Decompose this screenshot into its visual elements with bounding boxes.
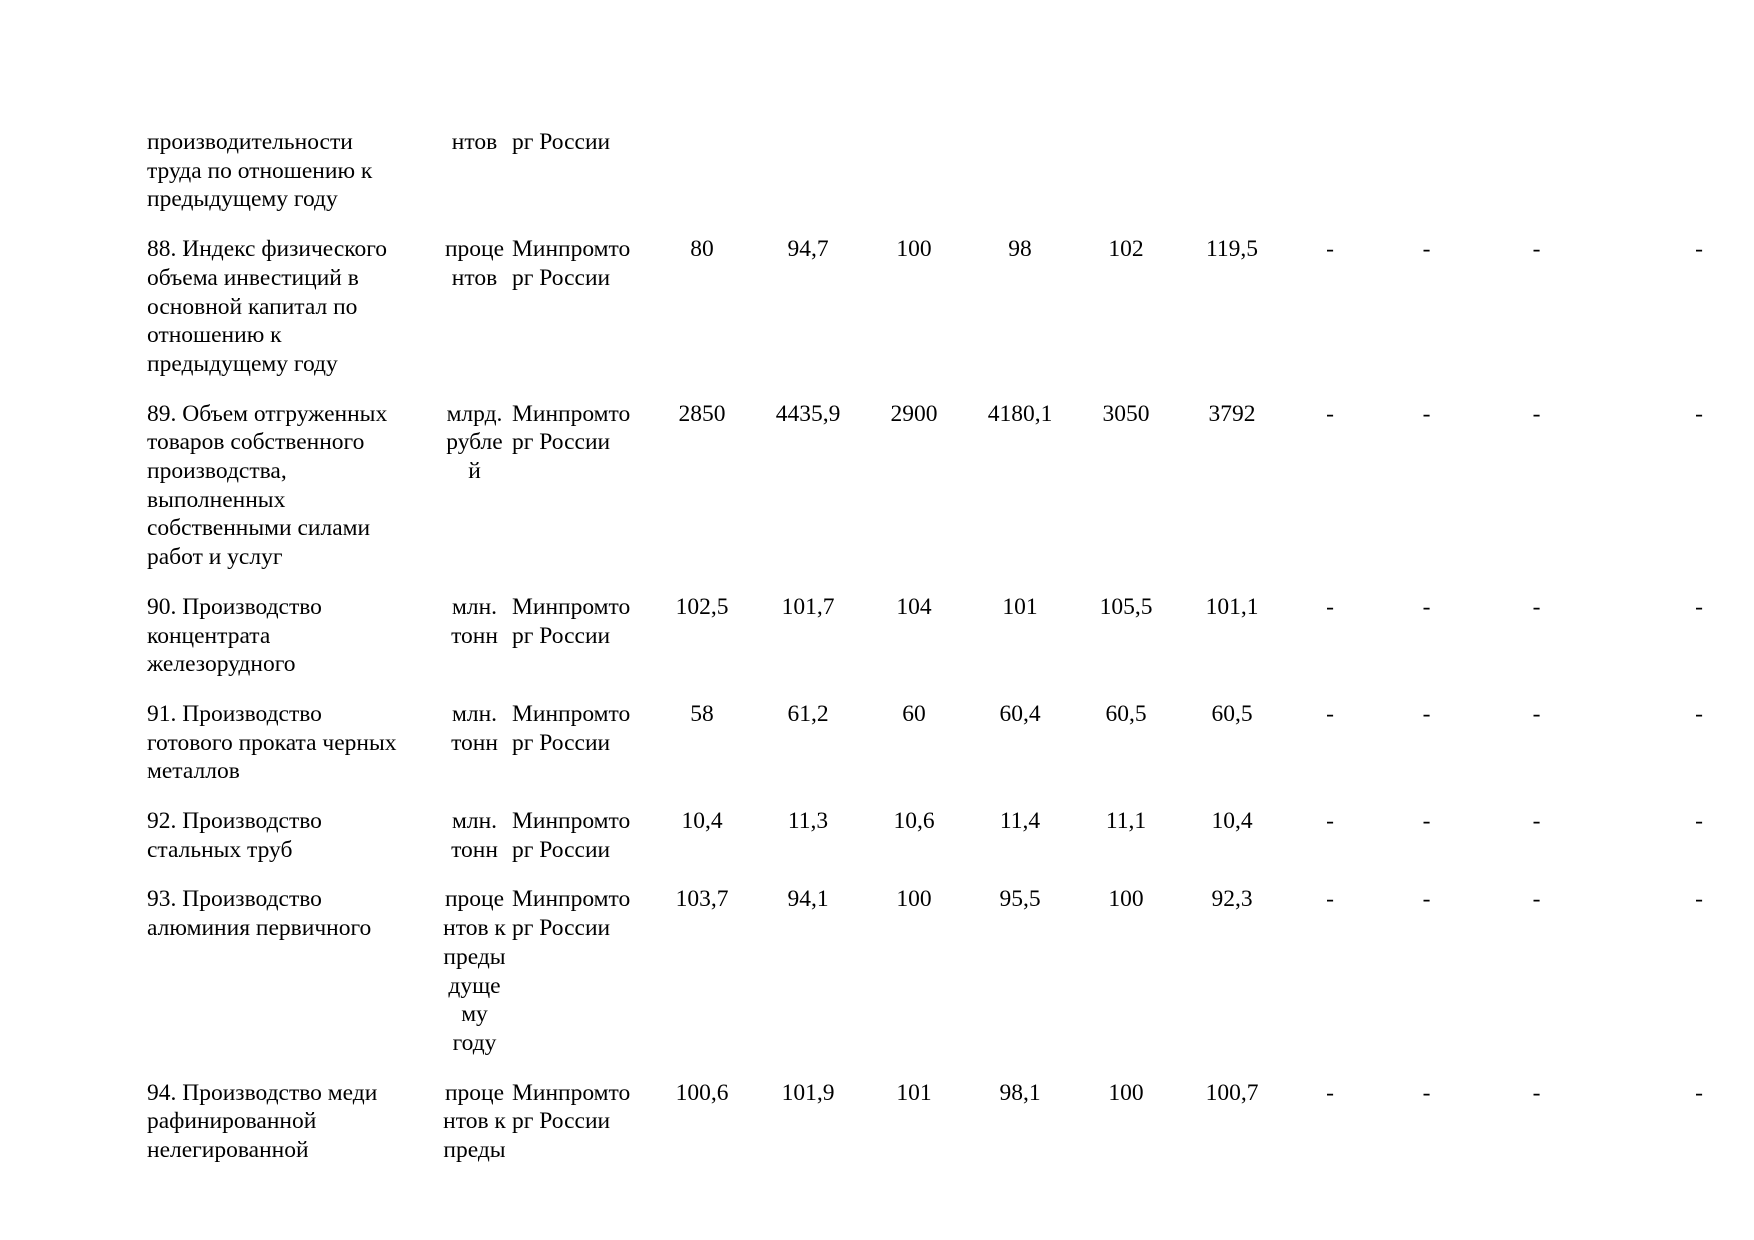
indicator-name-cell: 93. Производство алюминия первичного <box>147 886 372 942</box>
dash-cell: - <box>1695 1079 1703 1106</box>
row-spacer <box>147 1058 1703 1079</box>
value-cell <box>861 128 967 214</box>
dash-cell: - <box>1422 1079 1431 1106</box>
value-cell <box>1073 128 1179 214</box>
value-cell: 94,1 <box>787 886 829 913</box>
value-cell <box>755 128 861 214</box>
indicators-table-body <box>147 128 1703 1165</box>
dash-cell: - <box>1326 593 1334 620</box>
value-cell: 119,5 <box>1205 236 1258 263</box>
value-cell <box>649 128 755 214</box>
value-cell: 2900 <box>890 400 938 427</box>
dash-cell <box>1595 128 1703 214</box>
dash-cell <box>1285 128 1375 214</box>
row-spacer-cell <box>147 214 1703 235</box>
value-cell: 60,4 <box>999 700 1041 727</box>
value-cell: 11,4 <box>999 808 1041 835</box>
dash-cell: - <box>1532 808 1541 835</box>
row-spacer <box>147 214 1703 235</box>
value-cell: 4180,1 <box>987 400 1053 427</box>
dash-cell: - <box>1532 700 1541 727</box>
table-row <box>147 807 1703 864</box>
value-cell: 3792 <box>1208 400 1256 427</box>
dash-cell: - <box>1532 886 1541 913</box>
dash-cell: - <box>1326 886 1334 913</box>
value-cell: 100 <box>1108 1079 1144 1106</box>
dash-cell: - <box>1326 236 1334 263</box>
table-row <box>147 400 1703 572</box>
value-cell: 3050 <box>1102 400 1150 427</box>
responsible-cell: Минпромто рг России <box>512 236 631 291</box>
indicator-name-cell: 91. Производство готового проката черных металлов <box>147 700 397 785</box>
indicator-name-cell: 94. Производство меди рафинированной нелегированной <box>147 1079 378 1164</box>
dash-cell: - <box>1422 886 1431 913</box>
unit-cell: млрд. рубле й <box>446 400 503 485</box>
dash-cell: - <box>1422 236 1431 263</box>
value-cell: 60,5 <box>1211 700 1253 727</box>
dash-cell: - <box>1422 593 1431 620</box>
row-spacer-cell <box>147 786 1703 807</box>
dash-cell <box>1478 128 1595 214</box>
dash-cell: - <box>1532 236 1541 263</box>
dash-cell: - <box>1326 400 1334 427</box>
responsible-cell: Минпромто рг России <box>512 700 631 756</box>
value-cell: 10,4 <box>1211 808 1253 835</box>
dash-cell: - <box>1532 1079 1541 1106</box>
unit-cell: нтов <box>451 129 498 155</box>
value-cell: 98 <box>1008 236 1032 263</box>
value-cell: 101,7 <box>781 593 835 620</box>
dash-cell: - <box>1695 400 1703 427</box>
responsible-cell: Минпромто рг России <box>512 886 631 942</box>
value-cell: 60 <box>902 700 926 727</box>
responsible-cell: рг России <box>512 129 611 155</box>
dash-cell: - <box>1326 700 1334 727</box>
dash-cell <box>1375 128 1478 214</box>
value-cell: 92,3 <box>1211 886 1253 913</box>
row-spacer <box>147 572 1703 593</box>
value-cell: 101 <box>896 1079 932 1106</box>
indicator-name-cell: производительности труда по отношению к предыдущему году <box>147 129 373 213</box>
dash-cell: - <box>1695 700 1703 727</box>
table-row <box>147 235 1703 379</box>
value-cell: 2850 <box>678 400 726 427</box>
table-row <box>147 1079 1703 1165</box>
value-cell: 100 <box>1108 886 1144 913</box>
row-spacer <box>147 864 1703 885</box>
unit-cell: млн. тонн <box>451 700 498 756</box>
unit-cell: проце нтов <box>444 236 505 291</box>
value-cell: 10,4 <box>681 808 723 835</box>
value-cell: 11,3 <box>787 808 829 835</box>
responsible-cell: Минпромто рг России <box>512 400 631 456</box>
dash-cell: - <box>1422 808 1431 835</box>
value-cell: 102,5 <box>675 593 729 620</box>
value-cell: 100,6 <box>675 1079 729 1106</box>
value-cell: 100 <box>896 236 932 263</box>
dash-cell: - <box>1695 593 1703 620</box>
value-cell: 100 <box>896 886 932 913</box>
value-cell: 95,5 <box>999 886 1041 913</box>
dash-cell: - <box>1532 400 1541 427</box>
dash-cell: - <box>1532 593 1541 620</box>
value-cell: 61,2 <box>787 700 829 727</box>
unit-cell: млн. тонн <box>451 593 498 649</box>
value-cell: 101,1 <box>1205 593 1259 620</box>
table-row <box>147 700 1703 786</box>
row-spacer-cell <box>147 379 1703 400</box>
table-row <box>147 885 1703 1057</box>
row-spacer-cell <box>147 572 1703 593</box>
dash-cell: - <box>1422 700 1431 727</box>
dash-cell: - <box>1695 808 1703 835</box>
dash-cell: - <box>1695 236 1703 263</box>
responsible-cell: Минпромто рг России <box>512 1079 631 1135</box>
value-cell <box>967 128 1073 214</box>
dash-cell: - <box>1326 1079 1334 1106</box>
value-cell: 11,1 <box>1105 808 1147 835</box>
responsible-cell: Минпромто рг России <box>512 808 631 863</box>
row-spacer <box>147 786 1703 807</box>
unit-cell: проце нтов к преды дуще му году <box>443 886 506 1056</box>
row-spacer-cell <box>147 864 1703 885</box>
value-cell: 58 <box>690 700 714 727</box>
value-cell: 104 <box>896 593 932 620</box>
row-spacer-cell <box>147 679 1703 700</box>
value-cell: 101 <box>1002 593 1038 620</box>
indicator-name-cell: 88. Индекс физического объема инвестиций в основной капитал по отношению к предыдущему году <box>147 236 388 377</box>
indicators-table <box>147 128 1703 1165</box>
indicator-name-cell: 89. Объем отгруженных товаров собственного производства, выполненных собственными силами работ и услуг <box>147 400 388 571</box>
unit-cell: млн. тонн <box>451 808 498 863</box>
value-cell: 98,1 <box>999 1079 1041 1106</box>
indicator-name-cell: 92. Производство стальных труб <box>147 808 322 863</box>
row-spacer <box>147 379 1703 400</box>
value-cell: 4435,9 <box>775 400 841 427</box>
value-cell: 94,7 <box>787 236 829 263</box>
value-cell <box>1179 128 1285 214</box>
table-row <box>147 128 1703 214</box>
value-cell: 100,7 <box>1205 1079 1259 1106</box>
responsible-cell: Минпромто рг России <box>512 593 631 649</box>
row-spacer-cell <box>147 1058 1703 1079</box>
value-cell: 102 <box>1108 236 1144 263</box>
dash-cell: - <box>1695 886 1703 913</box>
value-cell: 10,6 <box>893 808 935 835</box>
indicator-name-cell: 90. Производство концентрата железорудного <box>147 593 322 678</box>
value-cell: 103,7 <box>675 886 729 913</box>
value-cell: 105,5 <box>1099 593 1153 620</box>
value-cell: 80 <box>690 236 714 263</box>
value-cell: 101,9 <box>781 1079 835 1106</box>
row-spacer <box>147 679 1703 700</box>
dash-cell: - <box>1422 400 1431 427</box>
value-cell: 60,5 <box>1105 700 1147 727</box>
table-row <box>147 593 1703 679</box>
dash-cell: - <box>1326 808 1334 835</box>
unit-cell: проце нтов к преды <box>443 1079 506 1164</box>
